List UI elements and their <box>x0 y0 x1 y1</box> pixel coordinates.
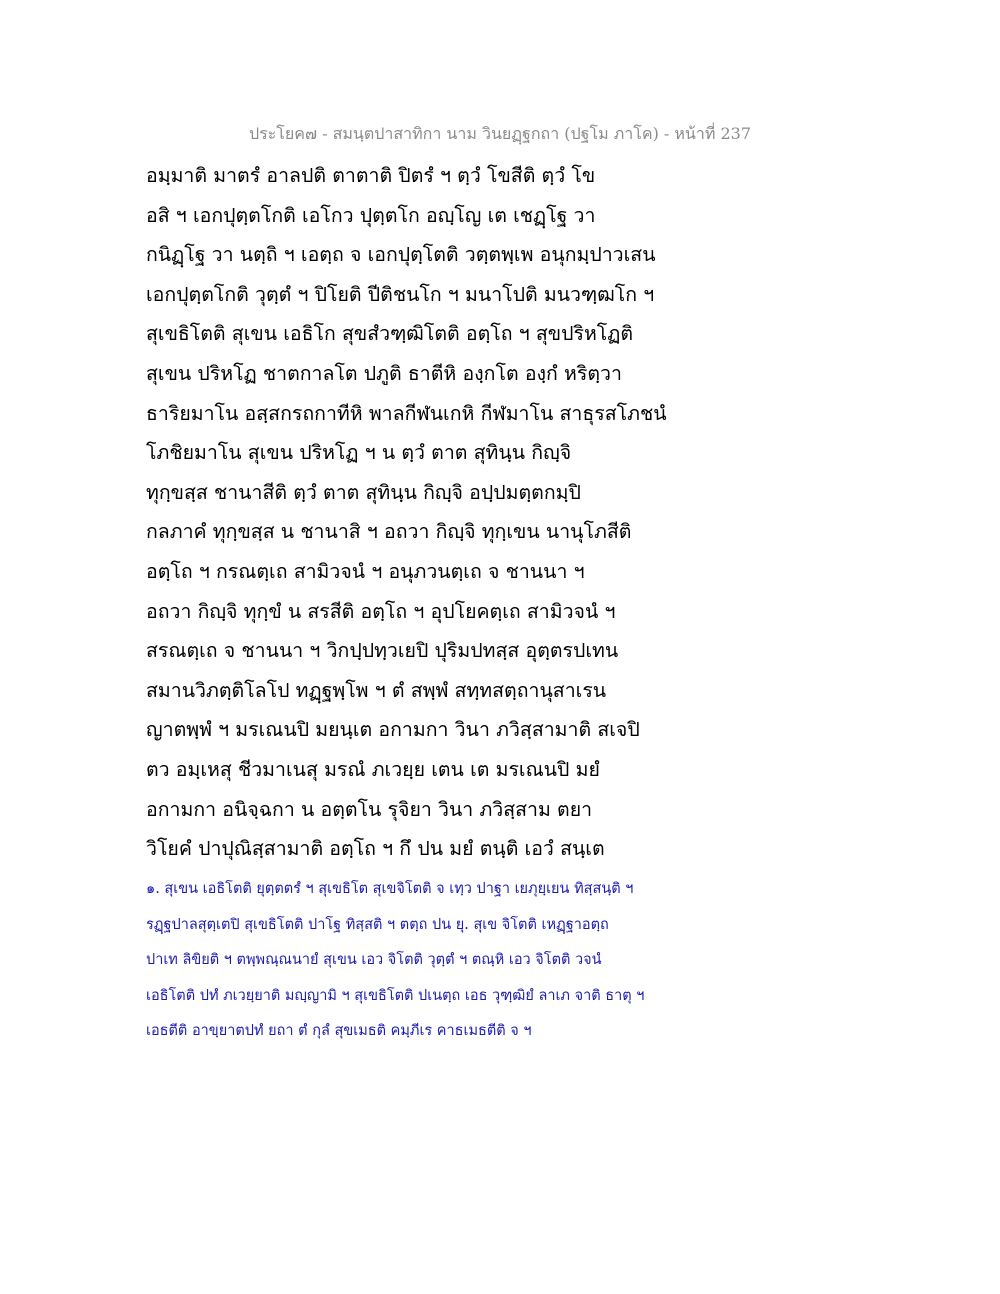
text-line: เอกปุตฺตโกติ วุตฺตํ ฯ ปิโยติ ปีติชนโก ฯ มนาโปติ มนวฑฺฒโก ฯ <box>146 282 655 306</box>
text-line: สรณตฺเถ จ ชานนา ฯ วิกปฺปทฺวเยปิ ปุริมปทสฺส อุตฺตรปเทน <box>146 639 619 663</box>
text-line: อตฺโถ ฯ กรณตฺเถ สามิวจนํ ฯ อนุภวนตฺเถ จ ชานนา ฯ <box>146 559 585 583</box>
text-line: อกามกา อนิจฺฉกา น อตฺตโน รุจิยา วินา ภวิสฺสาม ตยา <box>146 797 593 821</box>
text-line: อมฺมาติ มาตรํ อาลปติ ตาตาติ ปิตรํ ฯ ตฺวํ โขสีติ ตฺวํ โข <box>146 164 596 187</box>
footnote-line: ๑. สุเขน เอธิโตติ ยุตฺตตรํ ฯ สุเขธิโต สุเขจิโตติ จ เทฺว ปาฐา เยภุยฺเยน ทิสฺสนฺติ ฯ <box>146 881 634 897</box>
text-line: สมานวิภตฺติโลโป ทฏฺฐพฺโพ ฯ ตํ สพฺพํ สทฺทสตฺถานุสาเรน <box>146 678 607 702</box>
text-line: ญาตพฺพํ ฯ มรเณนปิ มยนฺเต อกามกา วินา ภวิสฺสามาติ สเจปิ <box>146 718 640 742</box>
text-line: อสิ ฯ เอกปุตฺตโกติ เอโกว ปุตฺตโก อญฺโญ เต เชฏฺโฐ วา <box>146 203 596 227</box>
text-line: ทุกฺขสฺส ชานาสีติ ตฺวํ ตาต สุทินฺน กิญฺจิ อปฺปมตฺตกมฺปิ <box>146 480 581 504</box>
text-line: สุเขธิโตติ สุเขน เอธิโก สุขสํวฑฺฒิโตติ อตฺโถ ฯ สุขปริหโฏติ <box>146 322 634 346</box>
page-header: ประโยค๗ - สมนฺตปาสาทิกา นาม วินยฏฺฐกถา (ปฐโม ภาโค) - หน้าที่ 237 <box>248 124 752 143</box>
footnotes <box>146 872 866 1050</box>
body-text <box>146 156 866 869</box>
text-line: กลภาคํ ทุกฺขสฺส น ชานาสิ ฯ อถวา กิญฺจิ ทุกฺเขน นานุโภสีติ <box>146 520 632 544</box>
text-line: วิโยคํ ปาปุณิสฺสามาติ อตฺโถ ฯ กึ ปน มยํ ตนฺติ เอวํ สนฺเต <box>146 837 605 861</box>
text-line: อถวา กิญฺจิ ทุกฺขํ น สรสีติ อตฺโถ ฯ อุปโยคตฺเถ สามิวจนํ ฯ <box>146 599 616 623</box>
text-line: ธาริยมาโน อสฺสกรถกาทีหิ พาลกีฬนเกหิ กีฬมาโน สาธุรสโภชนํ <box>146 401 667 425</box>
text-line: ตว อมฺเหสุ ชีวมาเนสุ มรณํ ภเวยฺย เตน เต มรเณนปิ มยํ <box>146 757 600 781</box>
footnote-line: ปาเท ลิขิยติ ฯ ตพฺพณฺณนายํ สุเขน เอว จิโตติ วุตฺตํ ฯ ตณฺหิ เอว จิโตติ วจนํ <box>146 952 602 968</box>
text-line: กนิฏฺโฐ วา นตฺถิ ฯ เอตฺถ จ เอกปุตฺโตติ วตฺตพฺเพ อนุกมฺปาวเสน <box>146 243 656 267</box>
text-line: สุเขน ปริหโฏ ชาตกาลโต ปภูติ ธาตีหิ องฺกโต องฺกํ หริตฺวา <box>146 361 622 385</box>
footnote-line: เอธิโตติ ปทํ ภเวยฺยาติ มญฺญามิ ฯ สุเขธิโตติ ปเนตฺถ เอธ วุฑฺฒิยํ ลาเภ จาติ ธาตุ ฯ <box>146 987 645 1004</box>
text-line: โภชิยมาโน สุเขน ปริหโฏ ฯ น ตฺวํ ตาต สุทินฺน กิญฺจิ <box>146 441 572 465</box>
footnote-line: รฏฺฐปาลสุตฺเตปิ สุเขธิโตติ ปาโฐ ทิสฺสติ ฯ ตตฺถ ปน ยุ. สุเข จิโตติ เหฏฺฐาอตฺถ <box>146 916 609 933</box>
footnote-line: เอธตีติ อาขฺยาตปทํ ยถา ตํ กุลํ สุขเมธติ คมฺภีเร คาธเมธตีติ จ ฯ <box>146 1023 532 1039</box>
